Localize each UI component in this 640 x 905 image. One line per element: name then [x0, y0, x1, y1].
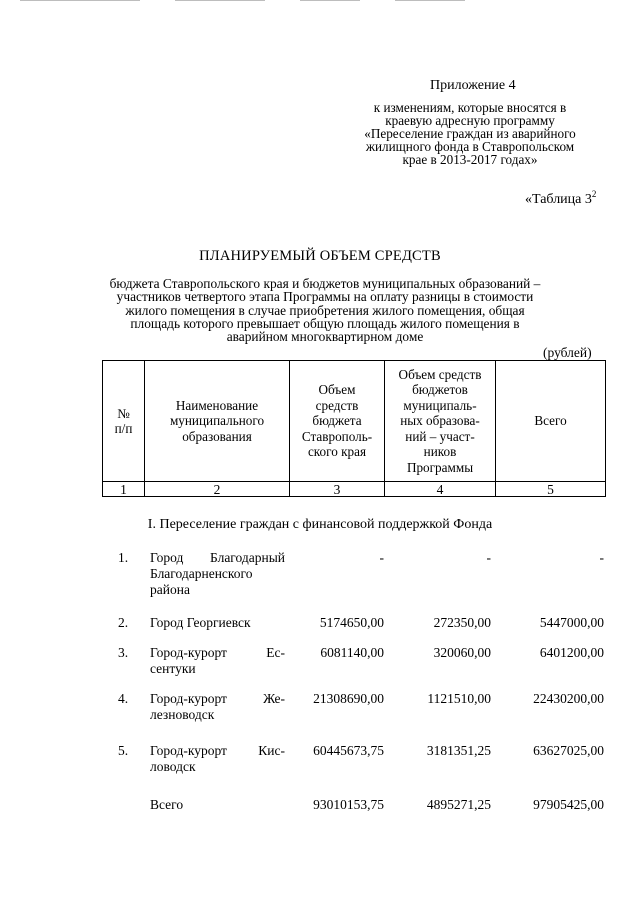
header-line: п/п: [114, 421, 133, 436]
column-number: 1: [103, 482, 145, 497]
document-subtitle-line: участников четвертого этапа Программы на оплату разницы в стоимости: [116, 289, 534, 305]
row-municipal-amount: 272350,00: [433, 615, 491, 630]
annex-title: Приложение 4: [430, 78, 516, 93]
header-line: Наименование: [175, 397, 259, 413]
header-row: [103, 361, 606, 482]
header-cell-total: [496, 361, 606, 482]
header-line: бюджетов: [412, 382, 468, 398]
row-number: 3.: [118, 645, 129, 660]
annex-subtitle-line: к изменениям, которые вносятся в: [373, 100, 567, 115]
row-regional-amount: -: [379, 550, 384, 565]
table-reference-label: «Таблица 3: [525, 192, 592, 207]
column-number: 2: [145, 482, 290, 497]
row-municipality: Город-курорт Кис-ловодск: [150, 743, 285, 774]
header-line: Объем: [318, 382, 356, 398]
header-cell-municipality: [145, 361, 290, 482]
header-line: Объем средств: [398, 366, 482, 382]
header-line: образования: [182, 428, 252, 444]
header-line: ского края: [307, 444, 367, 460]
row-regional-amount: 60445673,75: [313, 743, 384, 758]
header-line: Ставрополь-: [301, 428, 373, 444]
document-subtitle: [90, 277, 560, 343]
row-regional-amount: 5174650,00: [319, 615, 384, 630]
row-regional-amount: 6081140,00: [320, 645, 384, 660]
document-subtitle-line: аварийном многоквартирном доме: [226, 329, 424, 345]
header-cell-regional-budget: [290, 361, 385, 482]
row-number: 4.: [118, 691, 129, 706]
row-municipality: Город Георгиевск: [150, 615, 251, 630]
row-total-amount: 22430200,00: [533, 691, 604, 706]
row-regional-amount: 21308690,00: [313, 691, 384, 706]
row-municipal-amount: 320060,00: [433, 645, 491, 660]
row-municipality: Город-курорт Ес-сентуки: [150, 645, 285, 676]
row-number: 5.: [118, 743, 129, 758]
column-number: 3: [290, 482, 385, 497]
row-number: 1.: [118, 550, 129, 565]
document-subtitle-line: жилого помещения в случае приобретения жилого помещения, общая: [125, 302, 525, 318]
header-line: ников: [423, 444, 457, 460]
row-total-amount: -: [599, 550, 604, 565]
total-label: Всего: [150, 797, 184, 812]
total-municipal-amount: 4895271,25: [426, 797, 491, 812]
total-regional-amount: 93010153,75: [313, 797, 384, 812]
column-number-row: [103, 482, 606, 497]
units-label: (рублей): [543, 345, 592, 360]
row-municipal-amount: -: [486, 550, 491, 565]
document-title: ПЛАНИРУЕМЫЙ ОБЪЕМ СРЕДСТВ: [199, 248, 441, 264]
row-municipality: Город Благодарный Благодарненского района: [150, 550, 285, 597]
header-line: средств: [315, 397, 359, 413]
table-reference: [525, 189, 596, 208]
table-reference-superscript: 2: [591, 189, 597, 199]
document-subtitle-line: бюджета Ставропольского края и бюджетов муниципальных образований –: [109, 276, 541, 291]
row-municipal-amount: 1121510,00: [427, 691, 491, 706]
header-cell-number: [103, 361, 145, 482]
total-total-amount: 97905425,00: [533, 797, 604, 812]
header-line: Всего: [534, 413, 567, 429]
section-title: I. Переселение граждан с финансовой поддержкой Фонда: [147, 517, 493, 532]
row-total-amount: 5447000,00: [539, 615, 604, 630]
header-line: Программы: [406, 459, 474, 475]
scan-top-edge: [0, 0, 640, 2]
column-number: 4: [385, 482, 496, 497]
header-table: [102, 360, 606, 497]
row-municipality: Город-курорт Же-лезноводск: [150, 691, 285, 722]
header-line: ний – участ-: [405, 428, 475, 444]
annex-subtitle-line: жилищного фонда в Ставропольском: [365, 139, 575, 154]
annex-subtitle-line: краевую адресную программу: [385, 113, 555, 128]
header-line: №: [117, 405, 130, 421]
annex-subtitle-line: «Переселение граждан из аварийного: [364, 126, 576, 141]
annex-subtitle: [325, 101, 615, 166]
annex-subtitle-line: крае в 2013-2017 годах»: [402, 152, 538, 167]
row-number: 2.: [118, 615, 129, 630]
header-line: бюджета: [312, 413, 362, 429]
row-total-amount: 6401200,00: [539, 645, 604, 660]
header-line: муниципального: [169, 413, 265, 429]
row-total-amount: 63627025,00: [533, 743, 604, 758]
row-municipal-amount: 3181351,25: [426, 743, 491, 758]
document-subtitle-line: площадь которого превышает общую площадь жилого помещения в: [130, 315, 520, 331]
header-line: муниципаль-: [403, 397, 477, 413]
column-number: 5: [496, 482, 606, 497]
header-cell-municipal-budget: [385, 361, 496, 482]
header-line: ных образова-: [400, 413, 480, 429]
